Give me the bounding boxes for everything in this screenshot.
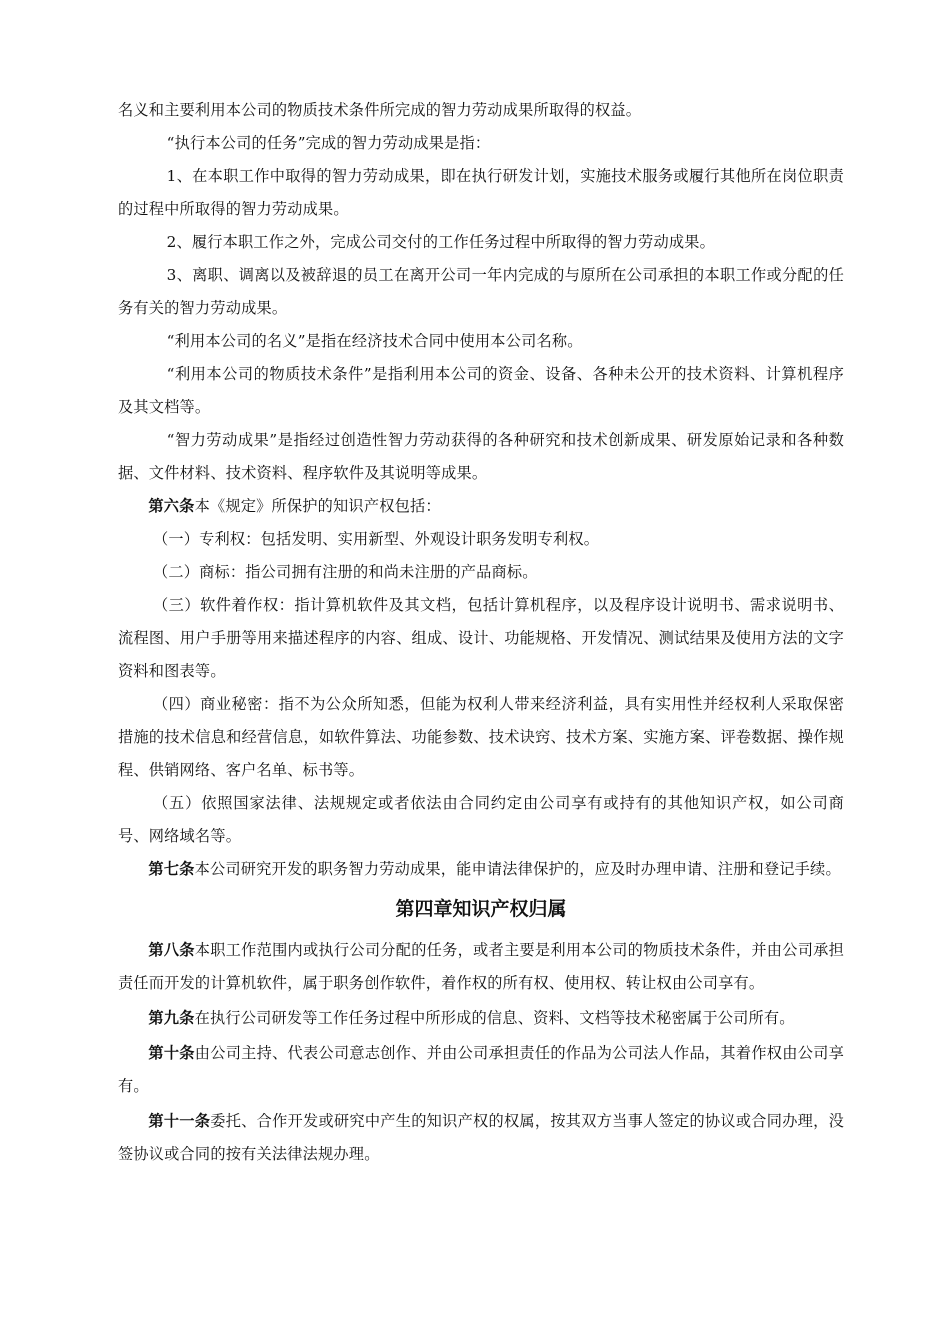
- paragraph-name-definition: “利用本公司的名义”是指在经济技术合同中使用本公司名称。: [166, 332, 583, 350]
- article-7-text: 本公司研究开发的职务智力劳动成果，能申请法律保护的，应及时办理申请、注册和登记手续。: [194, 860, 841, 878]
- article-11-text: 委托、合作开发或研究中产生的知识产权的权属，按其双方当事人签定的协议或合同办理，没签协议或合同的按有关法律法规办理。: [118, 1112, 844, 1163]
- paragraph-task-item-1: 1、在本职工作中取得的智力劳动成果，即在执行研发计划，实施技术服务或履行其他所在岗位职责的过程中所取得的智力劳动成果。: [118, 167, 844, 218]
- paragraph-task-intro: “执行本公司的任务”完成的智力劳动成果是指：: [166, 134, 491, 152]
- article-11-label: 第十一条: [148, 1112, 211, 1130]
- article-6-item-5: （五）依照国家法律、法规规定或者依法由合同约定由公司享有或持有的其他知识产权，如公司商号、网络域名等。: [118, 794, 844, 845]
- article-6-item-2: （二）商标：指公司拥有注册的和尚未注册的产品商标。: [152, 563, 538, 581]
- article-9-text: 在执行公司研发等工作任务过程中所形成的信息、资料、文档等技术秘密属于公司所有。: [194, 1009, 795, 1027]
- paragraph-material-definition: “利用本公司的物质技术条件”是指利用本公司的资金、设备、各种未公开的技术资料、计算机程序及其文档等。: [118, 365, 844, 416]
- paragraph-rights-definition: 名义和主要利用本公司的物质技术条件所完成的智力劳动成果所取得的权益。: [118, 101, 642, 119]
- article-10-text: 由公司主持、代表公司意志创作、并由公司承担责任的作品为公司法人作品，其着作权由公司享有。: [118, 1044, 844, 1095]
- paragraph-result-definition: “智力劳动成果”是指经过创造性智力劳动获得的各种研究和技术创新成果、研发原始记录和各种数据、文件材料、技术资料、程序软件及其说明等成果。: [118, 431, 844, 482]
- article-6-text: 本《规定》所保护的知识产权包括：: [194, 497, 441, 515]
- article-10-label: 第十条: [148, 1044, 195, 1062]
- article-6-item-1: （一）专利权：包括发明、实用新型、外观设计职务发明专利权。: [152, 530, 600, 548]
- article-8: [118, 934, 844, 1000]
- article-9-label: 第九条: [148, 1009, 195, 1027]
- article-7: [118, 853, 844, 886]
- paragraph-task-item-2: 2、履行本职工作之外，完成公司交付的工作任务过程中所取得的智力劳动成果。: [166, 233, 716, 251]
- article-6-label: 第六条: [148, 497, 195, 515]
- article-6: [118, 490, 844, 523]
- article-8-label: 第八条: [148, 941, 195, 959]
- article-6-item-3: （三）软件着作权：指计算机软件及其文档，包括计算机程序，以及程序设计说明书、需求说明书、流程图、用户手册等用来描述程序的内容、组成、设计、功能规格、开发情况、测试结果及使用方法的文字资料和图表等。: [118, 596, 844, 680]
- paragraph-task-item-3: 3、离职、调离以及被辞退的员工在离开公司一年内完成的与原所在公司承担的本职工作或分配的任务有关的智力劳动成果。: [118, 266, 844, 317]
- chapter-4-title: 第四章知识产权归属: [395, 898, 567, 920]
- article-10: [118, 1037, 844, 1103]
- article-7-label: 第七条: [148, 860, 195, 878]
- article-11: [118, 1105, 844, 1171]
- article-8-text: 本职工作范围内或执行公司分配的任务，或者主要是利用本公司的物质技术条件，并由公司承担责任而开发的计算机软件，属于职务创作软件，着作权的所有权、使用权、转让权由公司享有。: [118, 941, 844, 992]
- article-9: [118, 1002, 844, 1035]
- article-6-item-4: （四）商业秘密：指不为公众所知悉，但能为权利人带来经济利益，具有实用性并经权利人采取保密措施的技术信息和经营信息，如软件算法、功能参数、技术诀窍、技术方案、实施方案、评卷数据、操作规程、供销网络、客户名单、标书等。: [118, 695, 844, 779]
- document-page: [118, 94, 844, 1171]
